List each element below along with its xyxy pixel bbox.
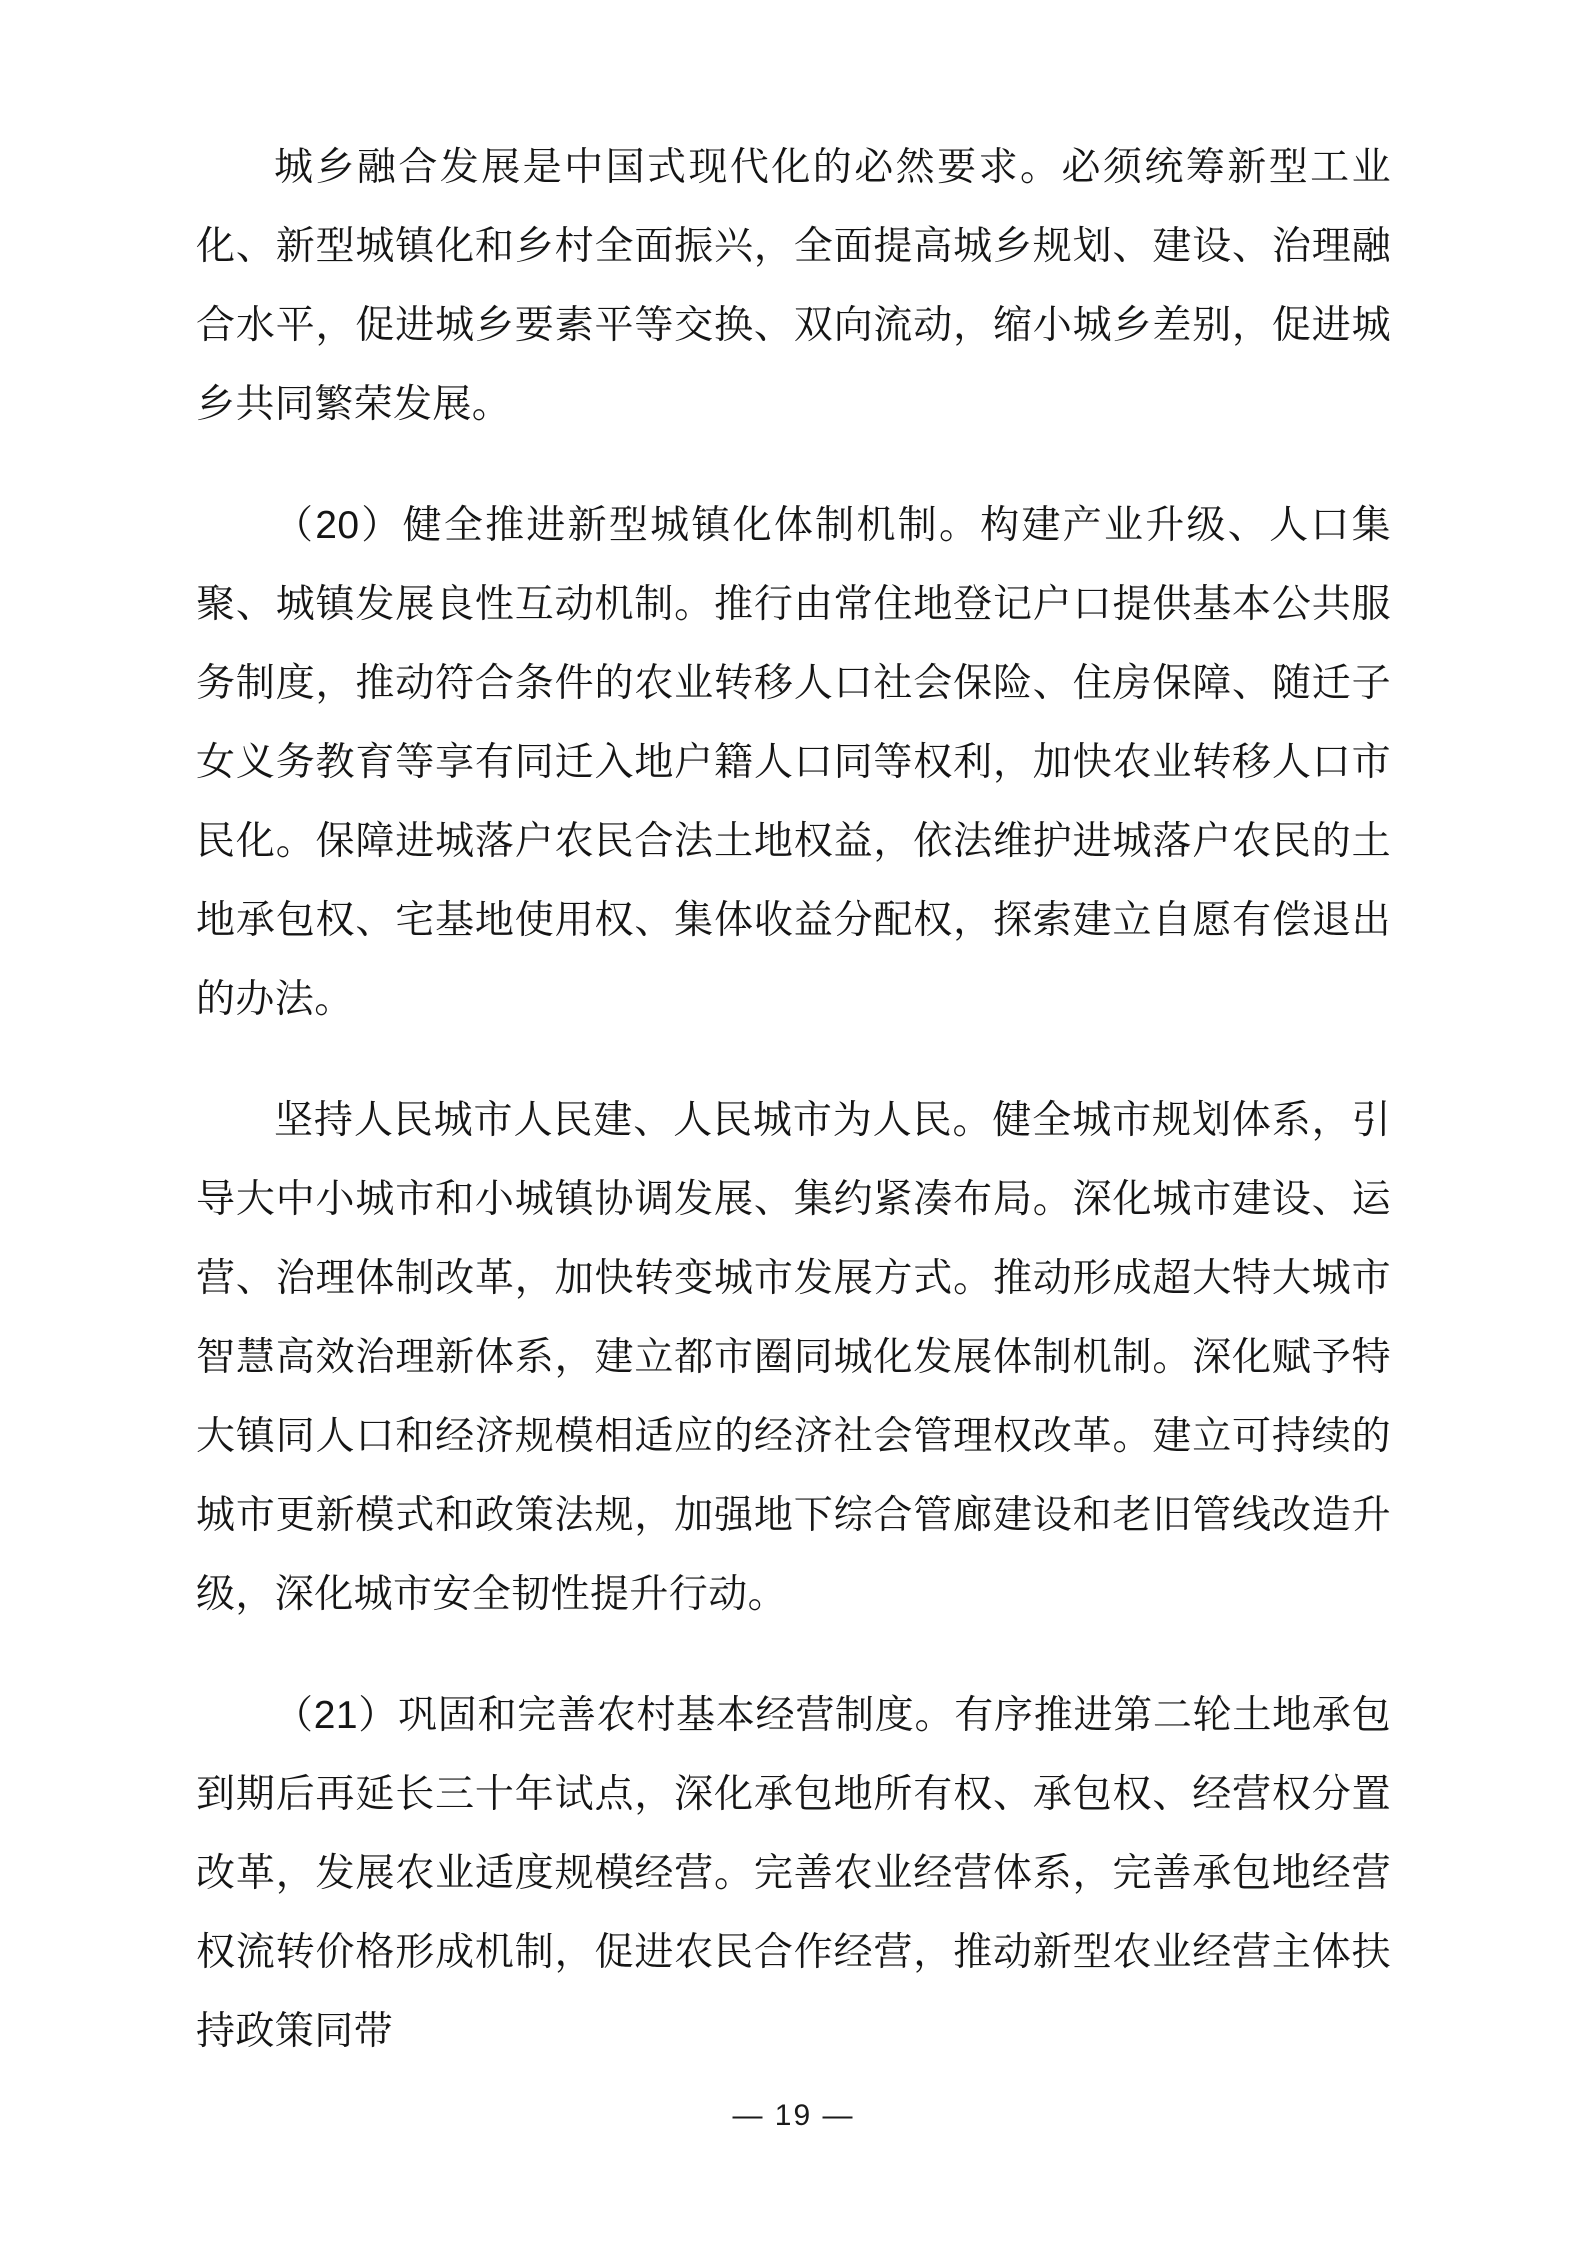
- paragraph-people-city: 坚持人民城市人民建、人民城市为人民。健全城市规划体系，引导大中小城市和小城镇协调发展、集约紧凑布局。深化城市建设、运营、治理体制改革，加快转变城市发展方式。推动形成超大特大城市智慧高效治理新体系，建立都市圈同城化发展体制机制。深化赋予特大镇同人口和经济规模相适应的经济社会管理权改革。建立可持续的城市更新模式和政策法规，加强地下综合管廊建设和老旧管线改造升级，深化城市安全韧性提升行动。: [196, 1099, 1391, 1616]
- paragraph-item-20: （20）健全推进新型城镇化体制机制。构建产业升级、人口集聚、城镇发展良性互动机制。推行由常住地登记户口提供基本公共服务制度，推动符合条件的农业转移人口社会保险、住房保障、随迁子女义务教育等享有同迁入地户籍人口同等权利，加快农业转移人口市民化。保障进城落户农民合法土地权益，依法维护进城落户农民的土地承包权、宅基地使用权、集体收益分配权，探索建立自愿有偿退出的办法。: [196, 504, 1391, 1021]
- page-number: — 19 —: [732, 2099, 855, 2132]
- paragraph-item-21: （21）巩固和完善农村基本经营制度。有序推进第二轮土地承包到期后再延长三十年试点，深化承包地所有权、承包权、经营权分置改革，发展农业适度规模经营。完善农业经营体系，完善承包地经营权流转价格形成机制，促进农民合作经营，推动新型农业经营主体扶持政策同带: [196, 1694, 1391, 2053]
- paragraph-urban-rural-integration: 城乡融合发展是中国式现代化的必然要求。必须统筹新型工业化、新型城镇化和乡村全面振兴，全面提高城乡规划、建设、治理融合水平，促进城乡要素平等交换、双向流动，缩小城乡差别，促进城乡共同繁荣发展。: [196, 146, 1391, 426]
